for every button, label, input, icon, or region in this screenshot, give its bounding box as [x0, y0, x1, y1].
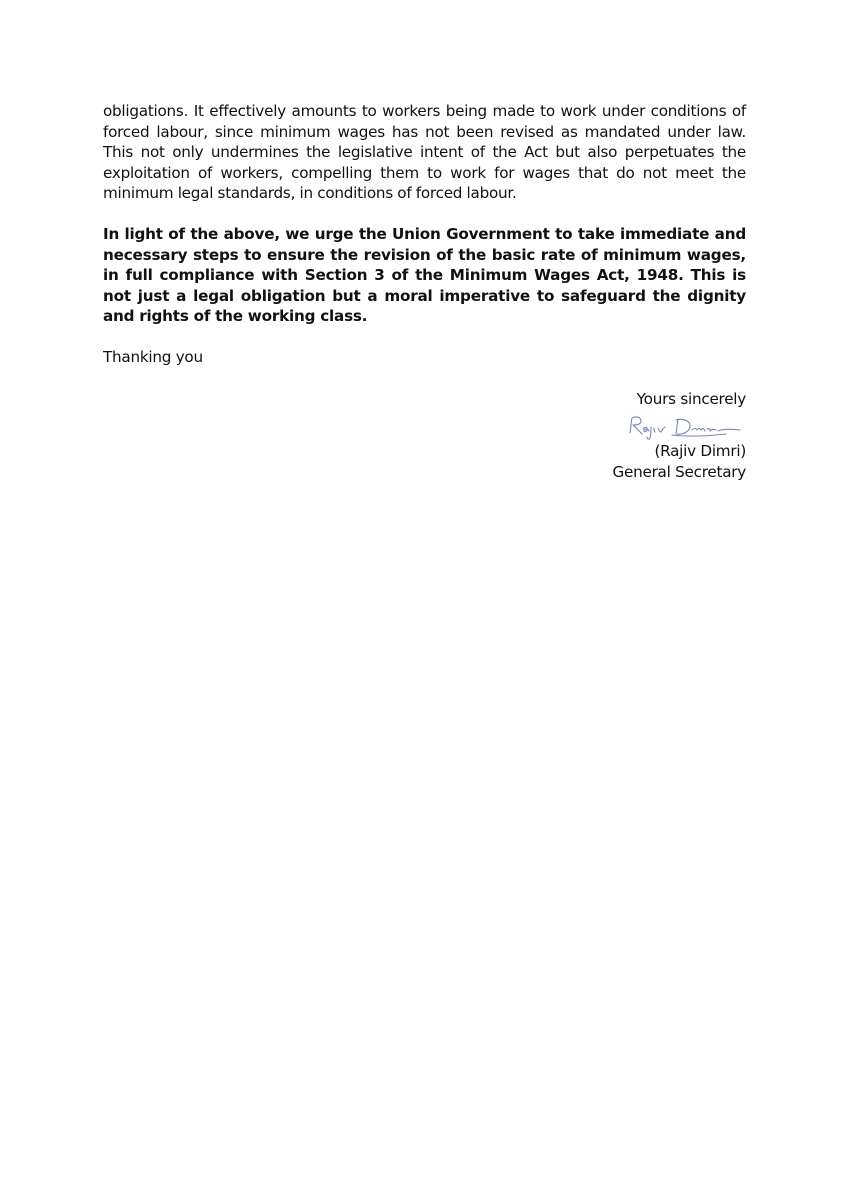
handwritten-signature [103, 413, 748, 441]
closing-salutation: Yours sincerely [636, 389, 746, 408]
letter-body [103, 101, 746, 482]
appeal-paragraph: In light of the above, we urge the Union Government to take immediate and necessary steps to ensure the revision of the basic rate of minimum wages, in full compliance with Section 3 of the Minimum Wages Act, 1948. This is not just a legal obligation but a moral imperative to safeguard the dignity and rights of the working class. [103, 224, 746, 326]
signatory-title: General Secretary [612, 462, 746, 481]
signature-icon [626, 413, 748, 441]
thanking-line: Thanking you [103, 347, 203, 366]
signature-block [103, 389, 746, 483]
signatory-name: (Rajiv Dimri) [654, 442, 746, 461]
body-paragraph: obligations. It effectively amounts to workers being made to work under conditions of forced labour, since minimum wages has not been revised as mandated under law. This not only undermines the legislative intent of the Act but also perpetuates the exploitation of workers, compelling them to work for wages that do not meet the minimum legal standards, in conditions of forced labour. [103, 102, 746, 203]
